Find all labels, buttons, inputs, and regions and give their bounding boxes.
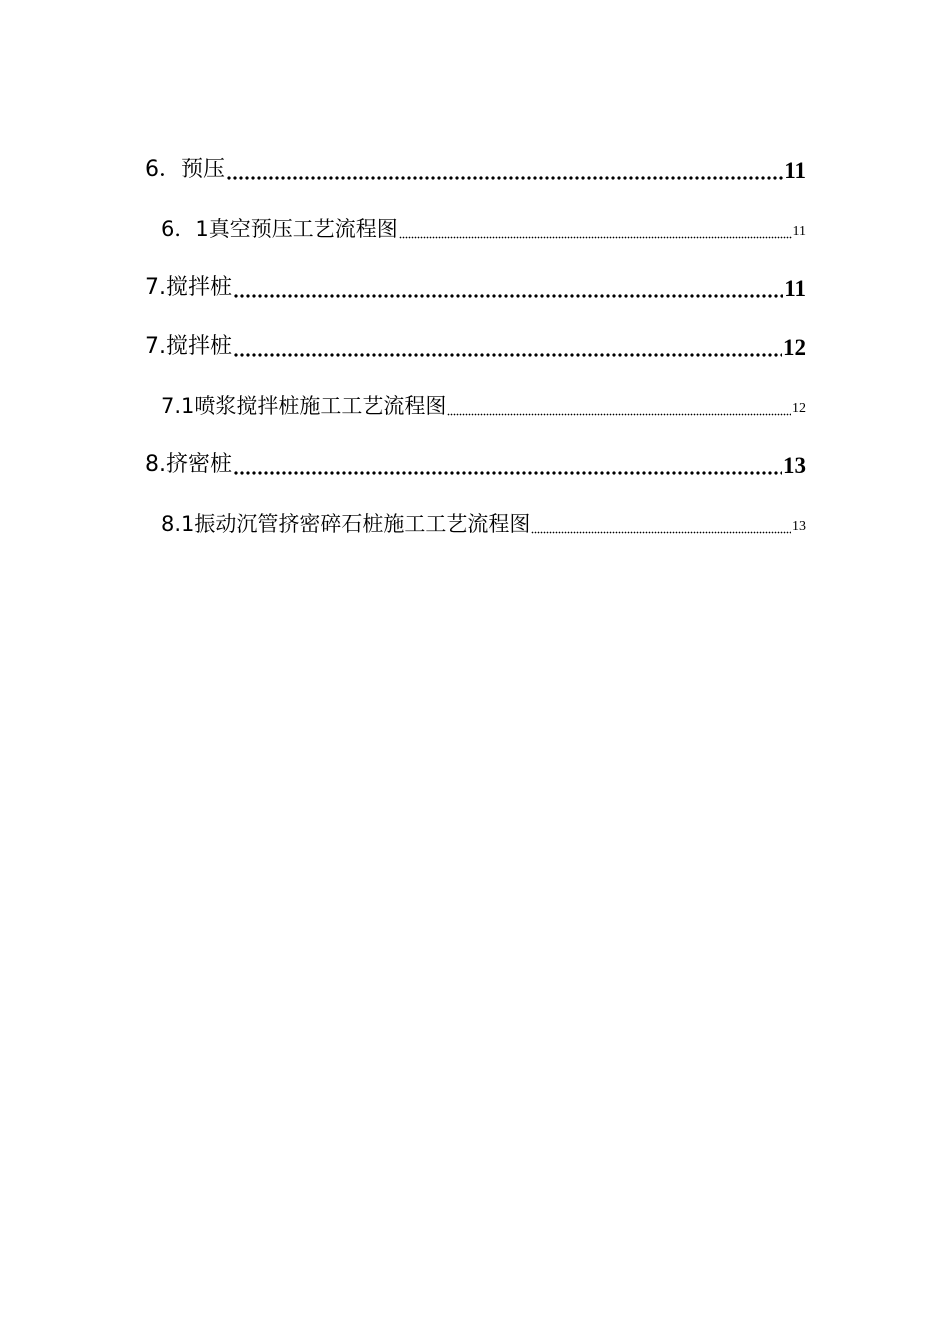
toc-entry-label: 7.1喷浆搅拌桩施工工艺流程图 — [161, 394, 447, 418]
toc-entry-label: 8.1振动沉管挤密碎石桩施工工艺流程图 — [161, 512, 531, 536]
toc-page-number: 11 — [784, 276, 806, 301]
toc-dot-leader — [447, 413, 791, 416]
table-of-contents — [145, 128, 806, 541]
toc-entry-8-compaction-pile[interactable] — [145, 423, 806, 482]
toc-page-number: 13 — [792, 519, 806, 534]
toc-entry-6-1-vacuum-preloading-flowchart[interactable] — [145, 187, 806, 246]
toc-dot-leader — [233, 294, 783, 298]
toc-page-number: 12 — [783, 335, 806, 360]
toc-dot-leader — [233, 353, 782, 357]
toc-entry-7-mixing-pile[interactable] — [145, 246, 806, 305]
toc-entry-label: 8.挤密桩 — [145, 452, 232, 477]
toc-entry-8-1-vibro-gravel-pile-flowchart[interactable] — [145, 482, 806, 541]
toc-page-number: 11 — [784, 158, 806, 183]
toc-page-number: 11 — [792, 224, 806, 239]
toc-entry-label: 7.搅拌桩 — [145, 334, 232, 359]
toc-entry-label: 6．预压 — [145, 157, 225, 182]
toc-dot-leader — [226, 176, 783, 180]
toc-entry-6-preloading[interactable] — [145, 128, 806, 187]
toc-entry-label: 6．1真空预压工艺流程图 — [161, 217, 398, 241]
toc-dot-leader — [233, 471, 782, 475]
toc-dot-leader — [531, 531, 791, 534]
toc-page-number: 12 — [792, 401, 806, 416]
toc-entry-7-mixing-pile-repeat[interactable] — [145, 305, 806, 364]
toc-dot-leader — [399, 236, 792, 239]
toc-entry-7-1-jet-grouting-flowchart[interactable] — [145, 364, 806, 423]
toc-entry-label: 7.搅拌桩 — [145, 275, 232, 300]
toc-page-number: 13 — [783, 453, 806, 478]
